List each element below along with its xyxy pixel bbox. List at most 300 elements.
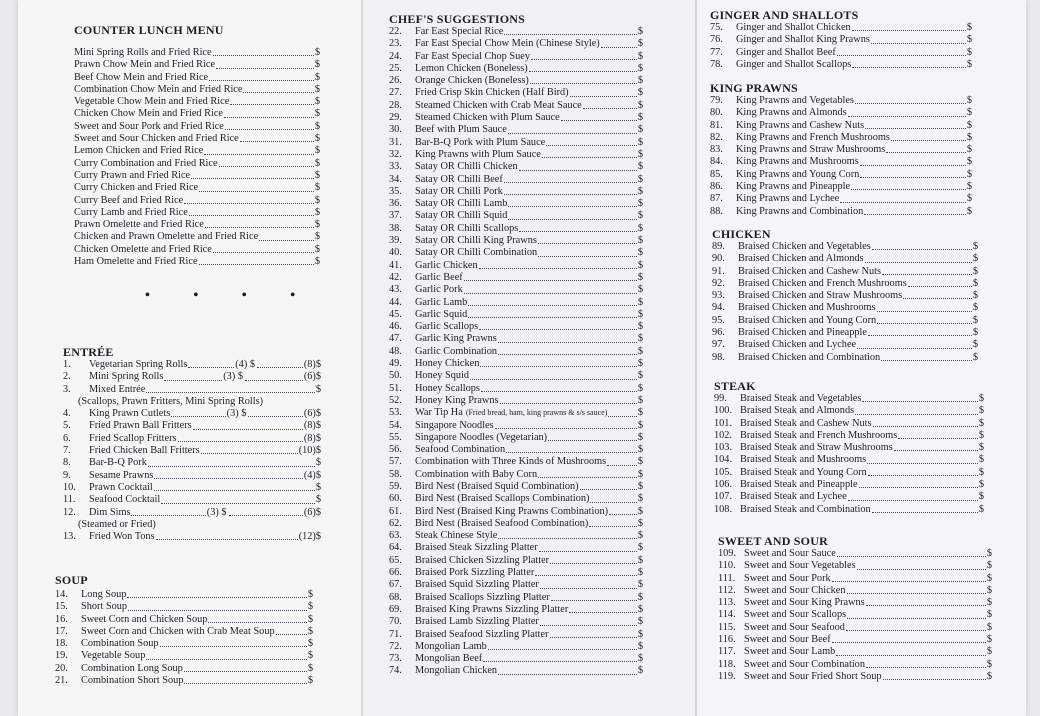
dot-leader — [538, 256, 637, 257]
menu-item — [714, 418, 984, 430]
dot-leader — [846, 630, 986, 631]
item-price: (10)$ — [298, 445, 321, 457]
item-price: $ — [637, 247, 643, 259]
item-price: $ — [972, 241, 978, 252]
item-price: $ — [966, 95, 972, 106]
dot-leader — [184, 683, 306, 684]
menu-item — [710, 144, 972, 156]
item-number: 106. — [714, 479, 733, 491]
item-name: Bird Nest (Braised Scallops Combination) — [415, 493, 590, 505]
item-name: Mongolian Chicken — [415, 665, 498, 677]
item-number: 26. — [389, 75, 402, 87]
item-price: $ — [637, 640, 643, 652]
menu-item — [710, 107, 972, 119]
menu-item — [389, 469, 643, 481]
item-number: 114. — [718, 609, 736, 621]
item-number: 99. — [714, 393, 727, 404]
item-name: Braised Steak and Young Corn — [740, 466, 867, 478]
item-price: $ — [972, 290, 978, 302]
dot-leader — [551, 600, 637, 601]
item-price: $ — [307, 650, 313, 662]
item-number: 55. — [389, 431, 402, 443]
dot-leader — [852, 67, 966, 68]
item-price: $ — [314, 206, 320, 218]
menu-item — [714, 454, 984, 466]
menu-item — [55, 614, 313, 626]
item-number: 33. — [389, 161, 402, 173]
item-price: $ — [314, 219, 320, 231]
menu-item — [714, 467, 984, 479]
dot-leader — [245, 380, 303, 381]
item-number: 59. — [389, 480, 402, 492]
menu-item — [389, 174, 643, 186]
item-number: 11. — [63, 494, 76, 506]
item-number: 7. — [63, 445, 71, 457]
item-name: Braised Chicken and Straw Mushrooms — [738, 290, 903, 302]
item-number: 96. — [712, 327, 725, 339]
dot-leader — [871, 43, 966, 44]
dot-leader — [178, 441, 303, 442]
item-number: 88. — [710, 205, 723, 217]
item-number: 43. — [389, 284, 402, 296]
item-price: $ — [637, 87, 643, 99]
item-name: Bird Nest (Braised Squid Combination) — [415, 480, 579, 492]
item-name: Braised King Prawns Sizzling Platter — [415, 603, 569, 615]
item-number: 28. — [389, 99, 402, 111]
menu-item — [389, 210, 643, 222]
menu-item — [389, 26, 643, 38]
dot-leader — [216, 68, 314, 69]
section-title: KING PRAWNS — [710, 81, 798, 95]
item-name: Dim Sims — [89, 506, 131, 518]
dot-leader — [276, 634, 307, 635]
item-name: Satay OR Chilli Pork — [415, 185, 503, 197]
menu-item — [63, 470, 321, 482]
item-price: $ — [637, 284, 643, 296]
dot-leader — [864, 214, 966, 215]
item-name: War Tip Ha — [415, 407, 463, 419]
menu-item — [55, 675, 313, 687]
menu-item — [389, 395, 643, 407]
item-price: $ — [307, 662, 313, 674]
item-name: Braised Chicken and Pineapple — [738, 327, 867, 339]
item-price: $ — [637, 480, 643, 492]
dot-leader — [561, 120, 637, 121]
dot-leader — [898, 438, 978, 439]
item-name: Garlic Lamb — [415, 296, 468, 308]
item-number: 83. — [710, 144, 723, 156]
item-number: 111. — [718, 572, 736, 584]
dot-leader — [852, 30, 966, 31]
dot-leader — [832, 581, 986, 582]
item-name: Sweet and Sour Scallops — [744, 609, 847, 621]
item-price: $ — [314, 120, 320, 132]
item-number: 80. — [710, 107, 723, 119]
item-name: Satay OR Chilli Scallops — [415, 222, 519, 234]
item-number: 105. — [714, 466, 733, 478]
menu-item — [74, 231, 320, 243]
item-price: $ — [978, 503, 984, 515]
item-price: $ — [637, 38, 643, 50]
item-price: $ — [637, 222, 643, 234]
item-number: 30. — [389, 124, 402, 136]
dot-leader — [204, 154, 314, 155]
dot-leader — [840, 202, 966, 203]
item-name: King Prawns and Almonds — [736, 107, 847, 119]
item-number: 89. — [712, 241, 725, 252]
item-number: 70. — [389, 616, 402, 628]
item-number: 47. — [389, 333, 402, 345]
item-price: $ — [972, 314, 978, 326]
item-price: $ — [637, 321, 643, 333]
item-price: $ — [637, 530, 643, 542]
dot-leader — [161, 503, 315, 504]
dot-leader — [508, 206, 636, 207]
menu-item — [718, 560, 992, 572]
menu-item — [389, 124, 643, 136]
menu-item — [55, 650, 313, 662]
item-price: $ — [978, 466, 984, 478]
item-price: $ — [637, 628, 643, 640]
item-name: Curry Beef and Fried Rice — [74, 194, 184, 206]
item-number: 5. — [63, 420, 71, 432]
item-name: Braised Steak Sizzling Platter — [415, 542, 538, 554]
menu-item — [389, 137, 643, 149]
menu-item — [710, 193, 972, 205]
item-number: 52. — [389, 394, 402, 406]
dot-leader — [128, 610, 307, 611]
item-price: $ — [986, 609, 992, 621]
item-list — [74, 47, 320, 268]
item-price: $ — [986, 560, 992, 572]
menu-item — [389, 420, 643, 432]
item-number: 64. — [389, 542, 402, 554]
item-price: $ — [314, 83, 320, 95]
item-name: Satay OR Chilli Squid — [415, 210, 508, 222]
item-price: $ — [637, 394, 643, 406]
item-price: (6)$ — [303, 371, 321, 383]
item-name: Fried Scallop Fritters — [89, 432, 177, 444]
item-quantity-price: (3) $ — [223, 371, 243, 383]
menu-item — [718, 622, 992, 634]
item-number: 42. — [389, 271, 402, 283]
fold-line — [361, 0, 363, 716]
item-name: Ginger and Shallot Chicken — [736, 22, 851, 33]
item-name: Long Soup — [81, 589, 127, 600]
menu-item — [389, 579, 643, 591]
item-price: $ — [314, 182, 320, 194]
item-number: 1. — [63, 359, 71, 370]
dot-leader — [542, 157, 637, 158]
item-price: $ — [307, 675, 313, 687]
dot-leader — [539, 551, 637, 552]
item-name: Sweet and Sour Seafood — [744, 621, 845, 633]
menu-item — [712, 352, 978, 364]
item-name: Far East Special Chop Suey — [415, 50, 530, 62]
menu-item — [718, 573, 992, 585]
item-name: Braised Chicken and Young Corn — [738, 314, 877, 326]
item-number: 119. — [718, 670, 736, 682]
menu-item — [389, 616, 643, 628]
section-title: SOUP — [55, 573, 88, 587]
item-price: $ — [637, 370, 643, 382]
item-number: 85. — [710, 168, 723, 180]
decorative-bullets: • • • • — [145, 288, 316, 303]
item-price: $ — [972, 253, 978, 265]
item-price: $ — [637, 468, 643, 480]
item-number: 81. — [710, 119, 723, 131]
item-name: Sweet and Sour Chicken — [744, 584, 846, 596]
dot-leader — [546, 145, 637, 146]
item-price: $ — [966, 58, 972, 70]
item-name: King Prawns and Pineapple — [736, 181, 851, 193]
dot-leader — [540, 625, 637, 626]
item-name: Sweet and Sour Fried Short Soup — [744, 670, 882, 682]
item-price: $ — [637, 148, 643, 160]
item-price: $ — [637, 173, 643, 185]
item-price: $ — [637, 591, 643, 603]
dot-leader — [837, 55, 966, 56]
item-price: $ — [966, 156, 972, 168]
item-name: King Prawns and Combination — [736, 205, 864, 217]
item-price: $ — [637, 50, 643, 62]
item-name: Ginger and Shallot Beef — [736, 46, 836, 58]
menu-item — [389, 272, 643, 284]
item-name: Braised Steak and Vegetables — [740, 393, 862, 404]
dot-leader — [508, 133, 637, 134]
dot-leader — [583, 108, 637, 109]
menu-item — [714, 430, 984, 442]
item-price: $ — [637, 419, 643, 431]
menu-item — [74, 96, 320, 108]
dot-leader — [213, 252, 314, 253]
dot-leader — [481, 391, 637, 392]
item-price: $ — [966, 193, 972, 205]
item-price: $ — [637, 161, 643, 173]
item-name: Bar-B-Q Pork with Plum Sauce — [415, 136, 546, 148]
item-price: $ — [986, 658, 992, 670]
dot-leader — [259, 240, 314, 241]
menu-item — [74, 108, 320, 120]
menu-item — [55, 589, 313, 601]
item-name: Braised Steak and Combination — [740, 503, 871, 515]
dot-leader — [855, 414, 978, 415]
section-title: CHEF'S SUGGESTIONS — [389, 12, 525, 26]
item-price: $ — [986, 646, 992, 658]
item-name: Satay OR Chilli Beef — [415, 173, 503, 185]
item-number: 65. — [389, 554, 402, 566]
item-price: $ — [314, 133, 320, 145]
counter-lunch-section — [74, 24, 320, 268]
item-number: 113. — [718, 597, 736, 609]
item-name: Curry Prawn and Fried Rice — [74, 169, 191, 181]
item-number: 14. — [55, 589, 68, 600]
menu-item — [63, 408, 321, 420]
item-number: 58. — [389, 468, 402, 480]
item-price: $ — [314, 96, 320, 108]
item-price: $ — [966, 107, 972, 119]
item-name: Sweet and Sour Chicken and Fried Rice — [74, 133, 239, 145]
dot-leader — [601, 47, 637, 48]
dot-leader — [873, 426, 978, 427]
item-price: $ — [637, 345, 643, 357]
item-price: (6)$ — [303, 408, 321, 420]
item-list — [712, 241, 978, 364]
item-name: Braised Chicken and Lychee — [738, 339, 857, 351]
dot-leader — [199, 191, 314, 192]
menu-item — [389, 506, 643, 518]
menu-item — [714, 491, 984, 503]
item-price: $ — [314, 145, 320, 157]
item-price: $ — [637, 358, 643, 370]
menu-item — [389, 432, 643, 444]
item-name: Braised Chicken and Combination — [738, 351, 881, 363]
dot-leader — [519, 231, 637, 232]
menu-item — [712, 253, 978, 265]
dot-leader — [886, 152, 966, 153]
item-number: 87. — [710, 193, 723, 205]
menu-item — [63, 494, 321, 506]
item-price: $ — [307, 613, 313, 625]
item-name: Chicken and Prawn Omelette and Fried Rice — [74, 231, 259, 243]
item-number: 21. — [55, 675, 68, 687]
dot-leader — [590, 502, 636, 503]
menu-item — [389, 383, 643, 395]
item-price: $ — [637, 665, 643, 677]
item-number: 57. — [389, 456, 402, 468]
menu-item — [714, 479, 984, 491]
menu-item — [389, 542, 643, 554]
item-number: 8. — [63, 457, 71, 469]
menu-item — [74, 133, 320, 145]
item-name: Prawn Chow Mein and Fried Rice — [74, 59, 215, 71]
menu-item — [55, 626, 313, 638]
item-name: Sweet and Sour Pork and Fried Rice — [74, 120, 224, 132]
dot-leader — [872, 249, 972, 250]
item-price: $ — [637, 308, 643, 320]
item-price: $ — [314, 169, 320, 181]
item-price: $ — [637, 26, 643, 37]
item-quantity-price: (3) $ — [206, 506, 227, 518]
menu-item — [718, 597, 992, 609]
item-number: 66. — [389, 567, 402, 579]
item-price: $ — [978, 393, 984, 404]
chefs-suggestions-section — [389, 13, 643, 678]
item-number: 108. — [714, 503, 733, 515]
item-price: $ — [637, 505, 643, 517]
dot-leader — [209, 80, 314, 81]
dot-leader — [550, 563, 637, 564]
item-quantity-price: (4) $ — [235, 359, 255, 370]
menu-item — [63, 531, 321, 543]
item-price: $ — [315, 481, 321, 493]
dot-leader — [860, 177, 966, 178]
item-name: Vegetable Chow Mein and Fried Rice — [74, 96, 230, 108]
item-number: 112. — [718, 584, 736, 596]
item-name: Sweet and Sour Pork — [744, 572, 831, 584]
dot-leader — [847, 618, 986, 619]
dot-leader — [865, 262, 972, 263]
menu-item — [389, 321, 643, 333]
item-name: Braised Steak and French Mushrooms — [740, 429, 898, 441]
item-number: 78. — [710, 58, 723, 70]
item-price: $ — [637, 75, 643, 87]
item-name: Sweet and Sour Beef — [744, 634, 831, 646]
item-name: Steamed Chicken with Crab Meat Sauce — [415, 99, 582, 111]
item-number: 62. — [389, 517, 402, 529]
dot-leader — [201, 453, 298, 454]
dot-leader — [851, 189, 966, 190]
menu-item — [714, 442, 984, 454]
dot-leader — [156, 539, 298, 540]
dot-leader — [479, 268, 637, 269]
item-name: Steak Chinese Style — [415, 530, 498, 542]
menu-item — [389, 641, 643, 653]
menu-item — [389, 567, 643, 579]
section-title: CHICKEN — [712, 227, 771, 241]
item-name: Chicken Chow Mein and Fried Rice — [74, 108, 223, 120]
item-price: $ — [315, 383, 321, 395]
menu-item — [710, 120, 972, 132]
item-name: Bird Nest (Braised King Prawns Combination) — [415, 505, 609, 517]
dot-leader — [225, 129, 314, 130]
item-name: Mongolian Beef — [415, 653, 483, 665]
item-name: Vegetarian Spring Rolls — [89, 359, 188, 370]
dot-leader — [859, 487, 978, 488]
dot-leader — [146, 392, 315, 393]
dot-leader — [219, 166, 314, 167]
item-price: (8)$ — [303, 432, 321, 444]
item-name: King Prawn Cutlets — [89, 408, 171, 420]
item-number: 17. — [55, 625, 68, 637]
dot-leader — [248, 416, 302, 417]
dot-leader — [530, 83, 637, 84]
menu-item — [718, 609, 992, 621]
item-name: Garlic Beef — [415, 271, 463, 283]
item-price: (4)$ — [303, 469, 321, 481]
item-number: 73. — [389, 653, 402, 665]
dot-leader — [881, 360, 972, 361]
item-number: 117. — [718, 646, 736, 658]
item-price: $ — [986, 572, 992, 584]
item-price: $ — [986, 634, 992, 646]
item-number: 98. — [712, 351, 725, 363]
item-number: 18. — [55, 638, 68, 650]
item-list — [710, 95, 972, 218]
dot-leader — [148, 466, 315, 467]
item-name: Curry Combination and Fried Rice — [74, 157, 218, 169]
dot-leader — [872, 512, 978, 513]
item-number: 6. — [63, 432, 71, 444]
item-price: $ — [314, 59, 320, 71]
item-note: (Steamed or Fried) — [78, 518, 156, 530]
item-number: 54. — [389, 419, 402, 431]
menu-item — [74, 244, 320, 256]
item-number: 29. — [389, 112, 402, 124]
menu-item — [718, 548, 992, 560]
item-price: $ — [637, 136, 643, 148]
item-price: $ — [972, 265, 978, 277]
dot-leader — [483, 661, 637, 662]
menu-item — [389, 63, 643, 75]
item-price: $ — [637, 554, 643, 566]
menu-item — [712, 266, 978, 278]
item-name: Combination Soup — [81, 638, 159, 650]
item-name: Satay OR Chilli King Prawns — [415, 235, 537, 247]
item-name: Mixed Entrée — [89, 383, 146, 395]
item-name: Curry Chicken and Fried Rice — [74, 182, 199, 194]
menu-item — [710, 59, 972, 71]
